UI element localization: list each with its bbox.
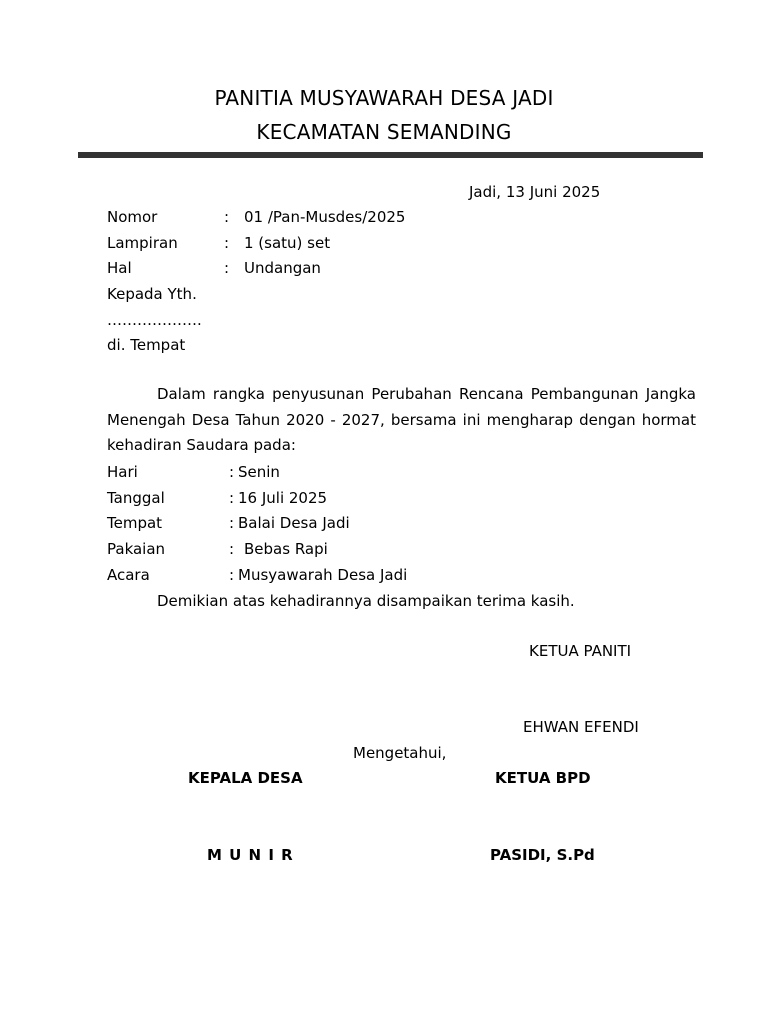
closing-line: Demikian atas kehadirannya disampaikan terima kasih. bbox=[157, 592, 575, 610]
detail-sep: : bbox=[229, 463, 235, 481]
meta-value-nomor: 01 /Pan-Musdes/2025 bbox=[244, 208, 406, 226]
meta-value-hal: Undangan bbox=[244, 259, 321, 277]
recipient-line1: Kepada Yth. bbox=[107, 285, 197, 303]
meta-label-lampiran: Lampiran bbox=[107, 234, 178, 252]
detail-sep: : bbox=[229, 540, 235, 558]
signature-name-kepala-desa: M U N I R bbox=[207, 846, 294, 864]
header-title-line2: KECAMATAN SEMANDING bbox=[256, 120, 512, 144]
recipient-line2: ………………. bbox=[107, 311, 202, 329]
meta-value-lampiran: 1 (satu) set bbox=[244, 234, 331, 252]
meta-label-nomor: Nomor bbox=[107, 208, 158, 226]
detail-label-hari: Hari bbox=[107, 463, 138, 481]
signature-title-ketua-bpd: KETUA BPD bbox=[495, 769, 591, 787]
detail-sep: : bbox=[229, 489, 235, 507]
acknowledged-label: Mengetahui, bbox=[353, 744, 447, 762]
detail-label-tanggal: Tanggal bbox=[107, 489, 165, 507]
detail-value-tanggal: 16 Juli 2025 bbox=[238, 489, 328, 507]
detail-value-acara: Musyawarah Desa Jadi bbox=[238, 566, 408, 584]
detail-sep: : bbox=[229, 566, 235, 584]
signature-name-ketua-bpd: PASIDI, S.Pd bbox=[490, 846, 595, 864]
detail-value-hari: Senin bbox=[238, 463, 280, 481]
detail-label-acara: Acara bbox=[107, 566, 150, 584]
signature-title-kepala-desa: KEPALA DESA bbox=[188, 769, 303, 787]
header-title-line1: PANITIA MUSYAWARAH DESA JADI bbox=[214, 86, 554, 110]
detail-value-pakaian: Bebas Rapi bbox=[244, 540, 328, 558]
meta-label-hal: Hal bbox=[107, 259, 132, 277]
recipient-line3: di. Tempat bbox=[107, 336, 186, 354]
meta-sep: : bbox=[224, 259, 230, 277]
detail-label-pakaian: Pakaian bbox=[107, 540, 166, 558]
signature-name-ketua-panitia: EHWAN EFENDI bbox=[523, 718, 639, 736]
detail-label-tempat: Tempat bbox=[107, 514, 163, 532]
header-divider bbox=[78, 152, 703, 158]
body-paragraph: Dalam rangka penyusunan Perubahan Rencana Pembangunan Jangka Menengah Desa Tahun 2020 - 2027, bersama ini mengharap dengan hormat kehadiran Saudara pada: bbox=[107, 385, 696, 455]
detail-value-tempat: Balai Desa Jadi bbox=[238, 514, 350, 532]
date-line: Jadi, 13 Juni 2025 bbox=[469, 183, 601, 201]
signature-title-ketua-panitia: KETUA PANITI bbox=[529, 642, 632, 660]
detail-sep: : bbox=[229, 514, 235, 532]
meta-sep: : bbox=[224, 234, 230, 252]
meta-sep: : bbox=[224, 208, 230, 226]
